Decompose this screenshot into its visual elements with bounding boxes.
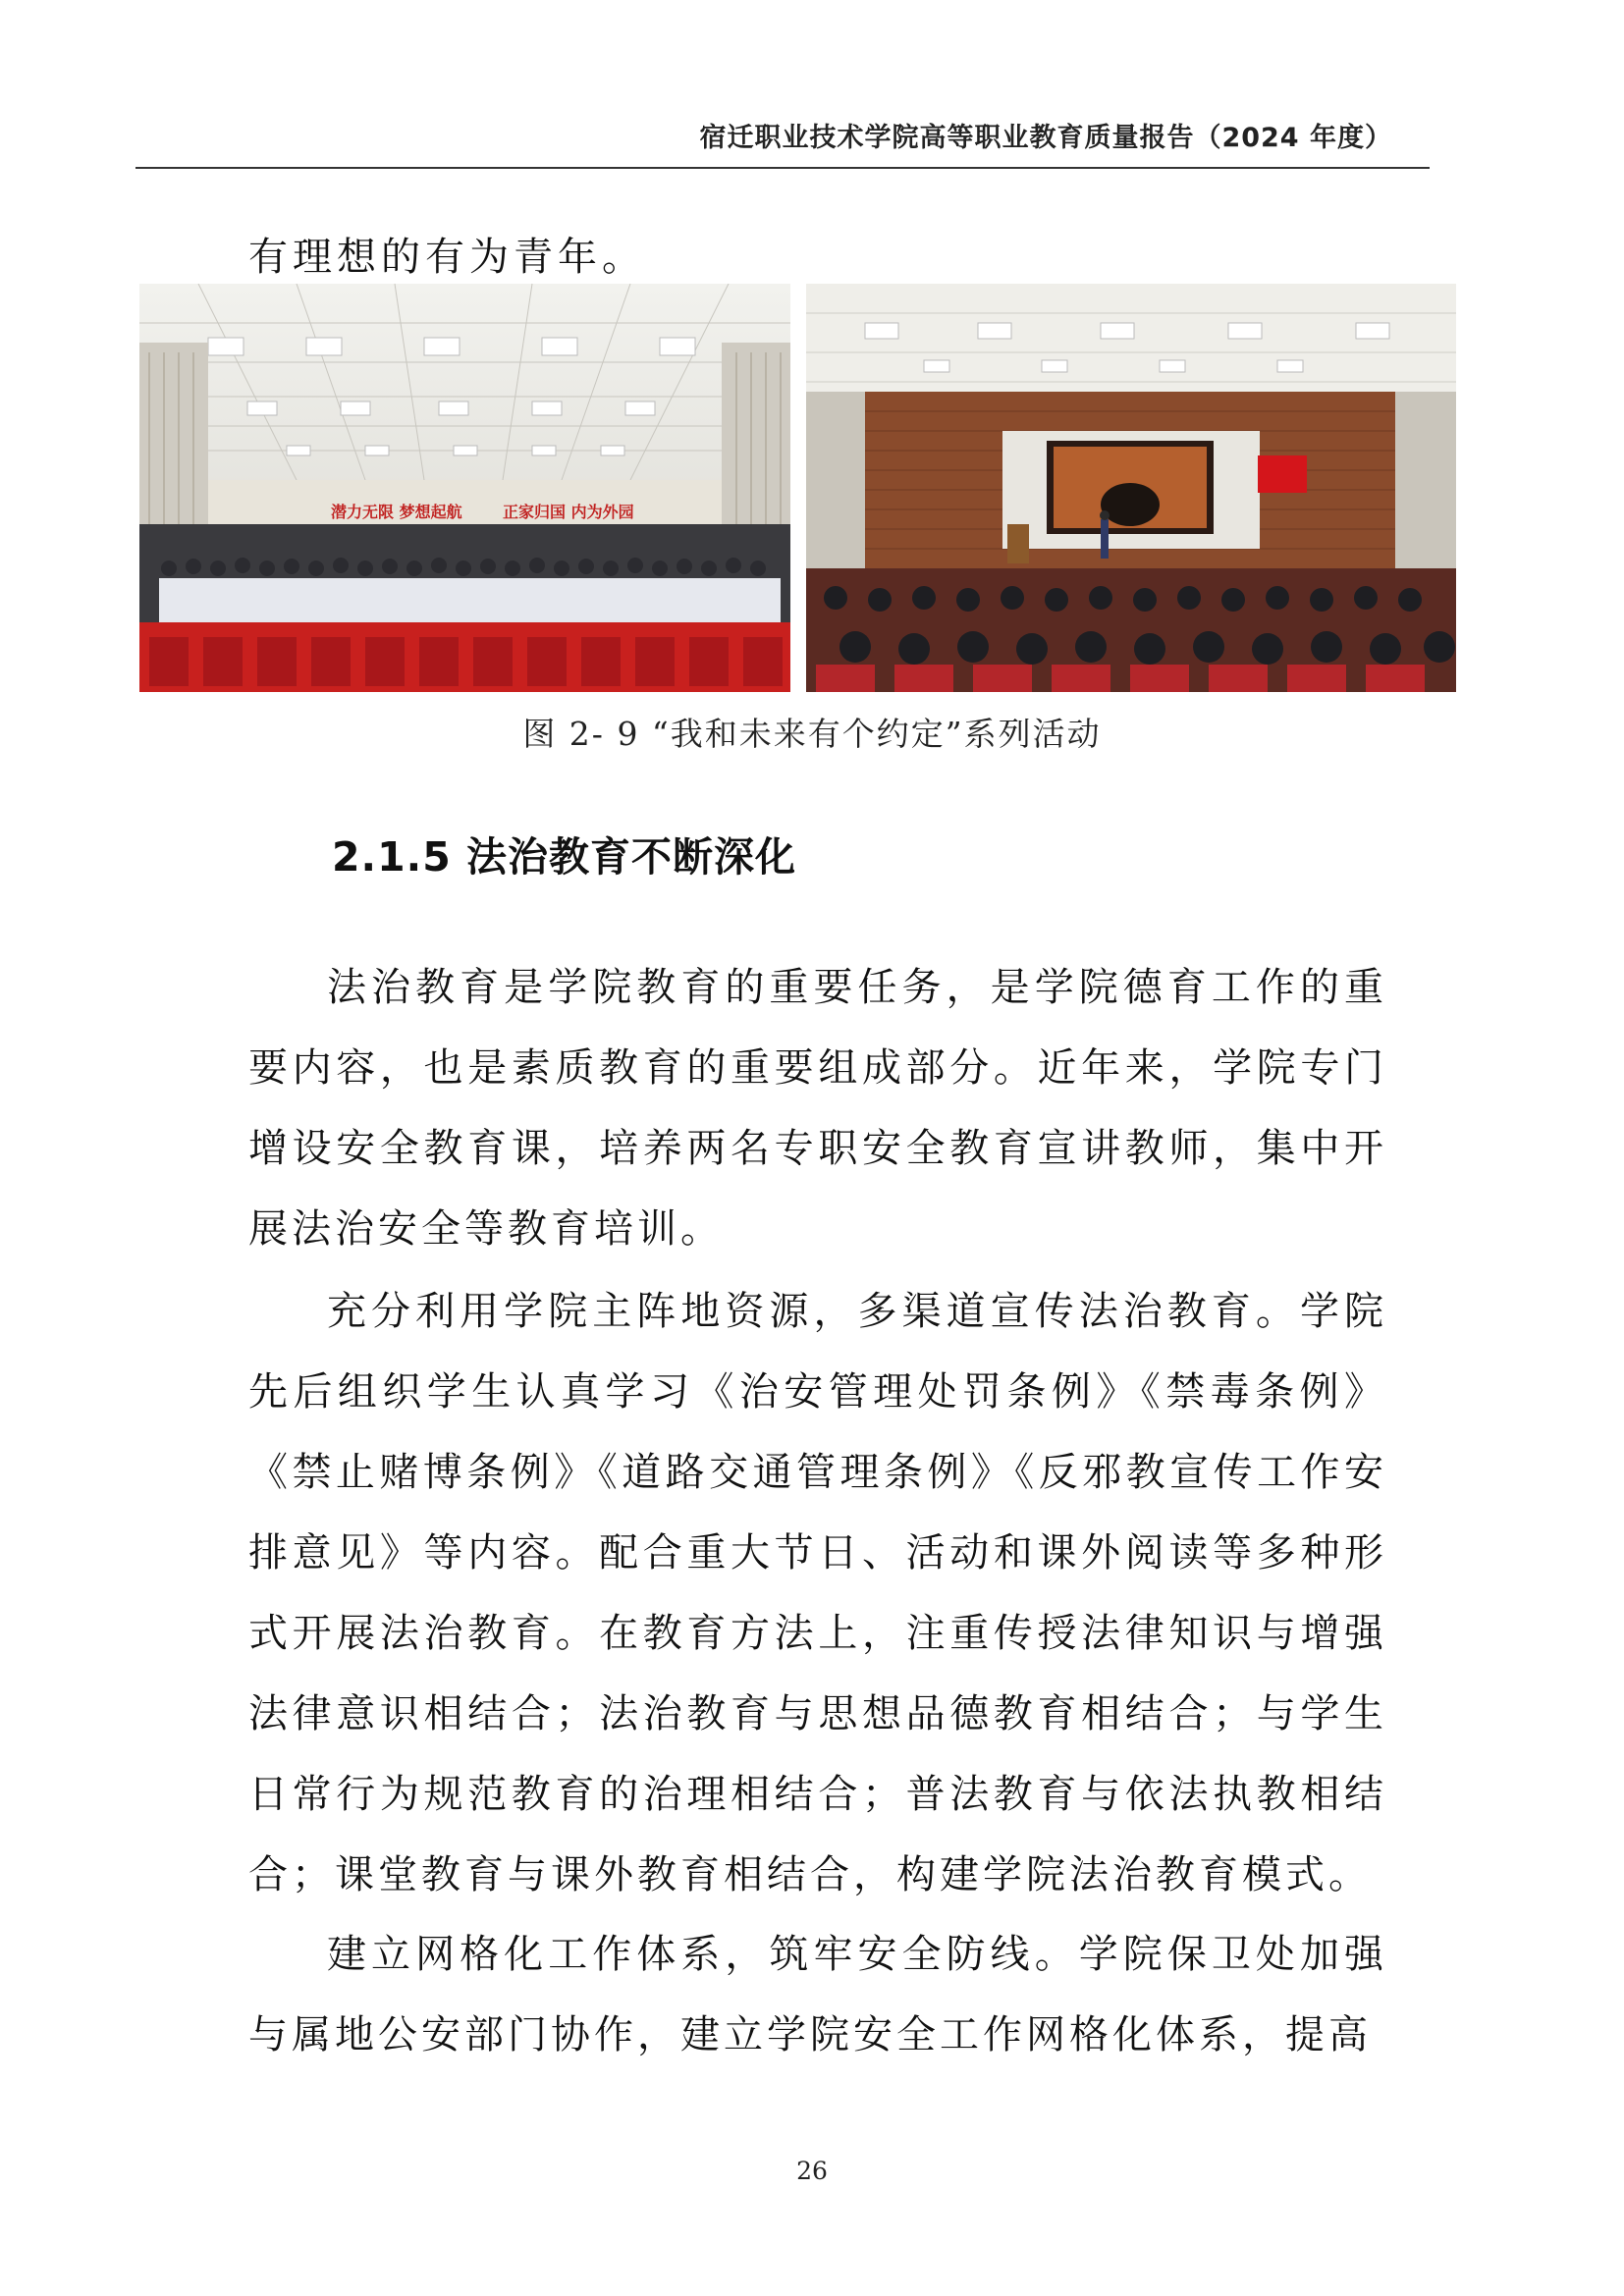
- header-divider: [135, 167, 1430, 169]
- continued-text-line: 有理想的有为青年。: [248, 235, 646, 280]
- section-heading: 2.1.5 法治教育不断深化: [332, 833, 797, 881]
- figure-photo-left: [139, 284, 790, 692]
- paragraph-3: 建立网格化工作体系，筑牢安全防线。学院保卫处加强与属地公安部门协作，建立学院安全工作网格化体系，提高: [248, 1932, 1387, 2057]
- lecture-hall-photo: [806, 284, 1456, 692]
- figure-caption: 图 2- 9 “我和未来有个约定”系列活动: [522, 715, 1102, 753]
- report-header: 宿迁职业技术学院高等职业教育质量报告（2024 年度）: [699, 123, 1392, 153]
- figure-photo-right: [806, 284, 1456, 692]
- auditorium-students-photo: [139, 284, 790, 692]
- banner-left: 潜力无限 梦想起航: [331, 503, 462, 521]
- paragraph-2: 充分利用学院主阵地资源，多渠道宣传法治教育。学院先后组织学生认真学习《治安管理处罚条例》《禁毒条例》《禁止赌博条例》《道路交通管理条例》《反邪教宣传工作安排意见》等内容。配合重大节日、活动和课外阅读等多种形式开展法治教育。在教育方法上，注重传授法律知识与增强法律意识相结合；法治教育与思想品德教育相结合；与学生日常行为规范教育的治理相结合；普法教育与依法执教相结合；课堂教育与课外教育相结合，构建学院法治教育模式。: [248, 1289, 1387, 1897]
- page-number: 26: [796, 2157, 828, 2185]
- banner-right: 正家归国 内为外园: [503, 503, 634, 521]
- paragraph-1: 法治教育是学院教育的重要任务，是学院德育工作的重要内容，也是素质教育的重要组成部分。近年来，学院专门增设安全教育课，培养两名专职安全教育宣讲教师，集中开展法治安全等教育培训。: [248, 965, 1387, 1252]
